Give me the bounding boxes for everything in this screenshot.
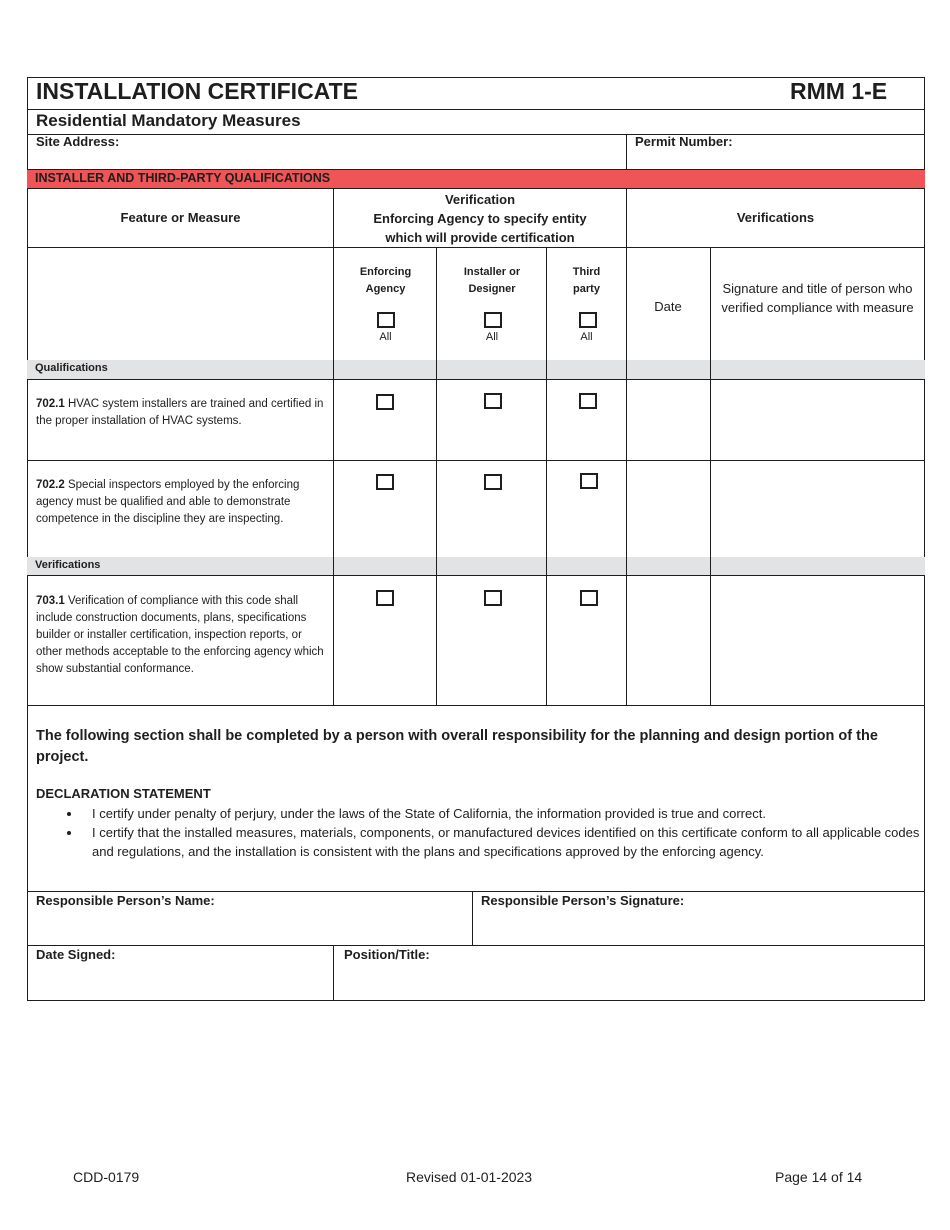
section-banner-label: INSTALLER AND THIRD-PARTY QUALIFICATIONS: [35, 171, 331, 185]
group-row-verifications: [27, 557, 925, 576]
group-label: Qualifications: [35, 362, 108, 374]
date-signed-field[interactable]: [27, 945, 334, 1001]
subheader-enforcing: Enforcing Agency All: [333, 247, 437, 360]
footer-doc-id: CDD-0179: [73, 1169, 140, 1185]
position-title-label: Position/Title:: [344, 947, 430, 962]
permit-number-field[interactable]: [626, 134, 925, 170]
responsible-name-label: Responsible Person’s Name:: [36, 893, 215, 908]
signature-cell[interactable]: [711, 576, 925, 705]
col-verifications-header: Verifications: [736, 210, 815, 225]
col-verification-header: Verification Enforcing Agency to specify entity which will provide certification: [333, 189, 627, 248]
form-code: RMM 1-E: [790, 78, 888, 104]
signature-cell[interactable]: [711, 380, 925, 460]
responsible-name-field[interactable]: [27, 891, 473, 946]
footer-page: Page 14 of 14: [775, 1169, 863, 1185]
permit-number-label: Permit Number:: [635, 134, 733, 149]
installer-designer-checkbox[interactable]: [484, 474, 502, 490]
declaration-intro: The following section shall be completed by a person with overall responsibility for the planning and design portion of the project.: [36, 728, 878, 765]
measure-text: 702.2 Special inspectors employed by the enforcing agency must be qualified and able to demonstrate competence in the discipline they are inspecting.: [36, 479, 300, 525]
date-signed-label: Date Signed:: [36, 947, 116, 962]
third-party-checkbox[interactable]: [579, 393, 597, 409]
declaration-bullet: • I certify that the installed measures, materials, components, or manufactured devices identified on this certificate conform to all applicable codes and regulations, and the installation is consistent with the plans and specifications approved by the enforcing agency.: [82, 823, 942, 861]
measure-text: 703.1 Verification of compliance with this code shall include construction documents, plans, specifications builder or installer certification, inspection reports, or other methods acceptable to the enforcing agency which show substantial conformance.: [36, 595, 324, 675]
subheader-date: Date: [626, 247, 711, 360]
declaration-section: [27, 706, 925, 892]
date-cell[interactable]: [627, 576, 710, 705]
measure-text: 702.1 HVAC system installers are trained and certified in the proper installation of HVAC systems.: [36, 398, 324, 427]
page-title: INSTALLATION CERTIFICATE: [36, 78, 358, 104]
enforcing-agency-checkbox[interactable]: [376, 474, 394, 490]
subheader-installer: Installer or Designer All: [436, 247, 547, 360]
declaration-list: [27, 804, 942, 861]
third-party-checkbox[interactable]: [580, 590, 598, 606]
all-installer-checkbox[interactable]: [484, 312, 502, 328]
group-label: Verifications: [35, 559, 101, 571]
all-enforcing-checkbox[interactable]: [377, 312, 395, 328]
table-row: [27, 461, 925, 558]
footer-revised: Revised 01-01-2023: [406, 1169, 533, 1185]
all-label: All: [379, 331, 392, 343]
installer-designer-checkbox[interactable]: [484, 393, 502, 409]
position-title-field[interactable]: [333, 945, 925, 1001]
declaration-bullet: • I certify under penalty of perjury, under the laws of the State of California, the information provided is true and correct.: [82, 804, 942, 823]
all-third-party-checkbox[interactable]: [579, 312, 597, 328]
subheader-third-party: Third party All: [546, 247, 627, 360]
table-row: [27, 576, 925, 706]
table-row: [27, 380, 925, 461]
enforcing-agency-checkbox[interactable]: [376, 590, 394, 606]
site-address-field[interactable]: [27, 134, 626, 170]
subtitle: Residential Mandatory Measures: [36, 111, 301, 130]
third-party-checkbox[interactable]: [580, 473, 598, 489]
all-label: All: [485, 331, 499, 343]
col-feature-header: Feature or Measure: [120, 210, 241, 225]
site-address-label: Site Address:: [36, 134, 120, 149]
divider: [27, 109, 925, 110]
declaration-heading: DECLARATION STATEMENT: [36, 786, 211, 801]
responsible-signature-field[interactable]: [472, 891, 925, 946]
date-cell[interactable]: [627, 380, 710, 460]
all-label: All: [580, 331, 593, 343]
responsible-signature-label: Responsible Person’s Signature:: [481, 893, 685, 908]
group-row-qualifications: [27, 360, 925, 380]
subheader-signature: Signature and title of person who verified compliance with measure: [721, 281, 914, 315]
installer-designer-checkbox[interactable]: [484, 590, 502, 606]
section-banner: [27, 169, 925, 189]
signature-cell[interactable]: [711, 461, 925, 557]
date-cell[interactable]: [627, 461, 710, 557]
enforcing-agency-checkbox[interactable]: [376, 394, 394, 410]
